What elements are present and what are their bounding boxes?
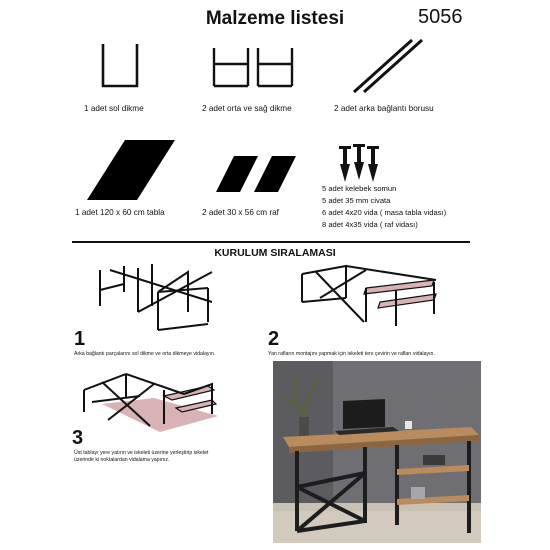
divider	[72, 241, 470, 243]
vida-drawing	[334, 142, 384, 184]
step2-number: 2	[268, 328, 280, 350]
hardware-item: 5 adet kelebek somun	[322, 184, 397, 193]
product-code: 5056	[418, 6, 463, 28]
tabla-drawing	[85, 138, 177, 202]
section-title: KURULUM SIRALAMASI	[214, 247, 336, 259]
step1-number: 1	[74, 328, 86, 350]
caption-orta-sag-dikme: 2 adet orta ve sağ dikme	[202, 104, 292, 113]
page-title: Malzeme listesi	[205, 8, 345, 29]
step2-drawing	[296, 262, 446, 330]
hardware-item: 5 adet 35 mm civata	[322, 196, 391, 205]
hardware-item: 6 adet 4x20 vida ( masa tabla vidası)	[322, 208, 447, 217]
arka-boru-drawing	[350, 36, 426, 94]
step2-text: Yan rafların montajını yapmak için iskeleti ters çevirin ve rafları vidalayın.	[268, 351, 435, 357]
orta-sag-dikme-drawing	[208, 44, 300, 90]
step3-number: 3	[72, 427, 84, 449]
step3-text: Üst tablayı yere yatırın ve iskeleti üzerine yerleştirip iskelet üzerinde ki noktalardan vidalama yapınız.	[74, 450, 209, 463]
caption-tabla: 1 adet 120 x 60 cm tabla	[75, 208, 165, 217]
step3-drawing	[80, 368, 230, 438]
hardware-item: 8 adet 4x35 vida ( raf vidası)	[322, 220, 418, 229]
product-photo	[273, 361, 481, 543]
raf-drawing	[216, 154, 298, 194]
step1-drawing	[92, 262, 220, 332]
caption-raf: 2 adet 30 x 56 cm raf	[202, 208, 279, 217]
caption-sol-dikme: 1 adet sol dikme	[84, 104, 144, 113]
step1-text: Arka bağlantı parçalarını sol dikme ve orta dikmeye vidalayın.	[74, 351, 216, 357]
sol-dikme-drawing	[98, 42, 142, 90]
caption-arka-boru: 2 adet arka bağlantı borusu	[334, 104, 434, 113]
